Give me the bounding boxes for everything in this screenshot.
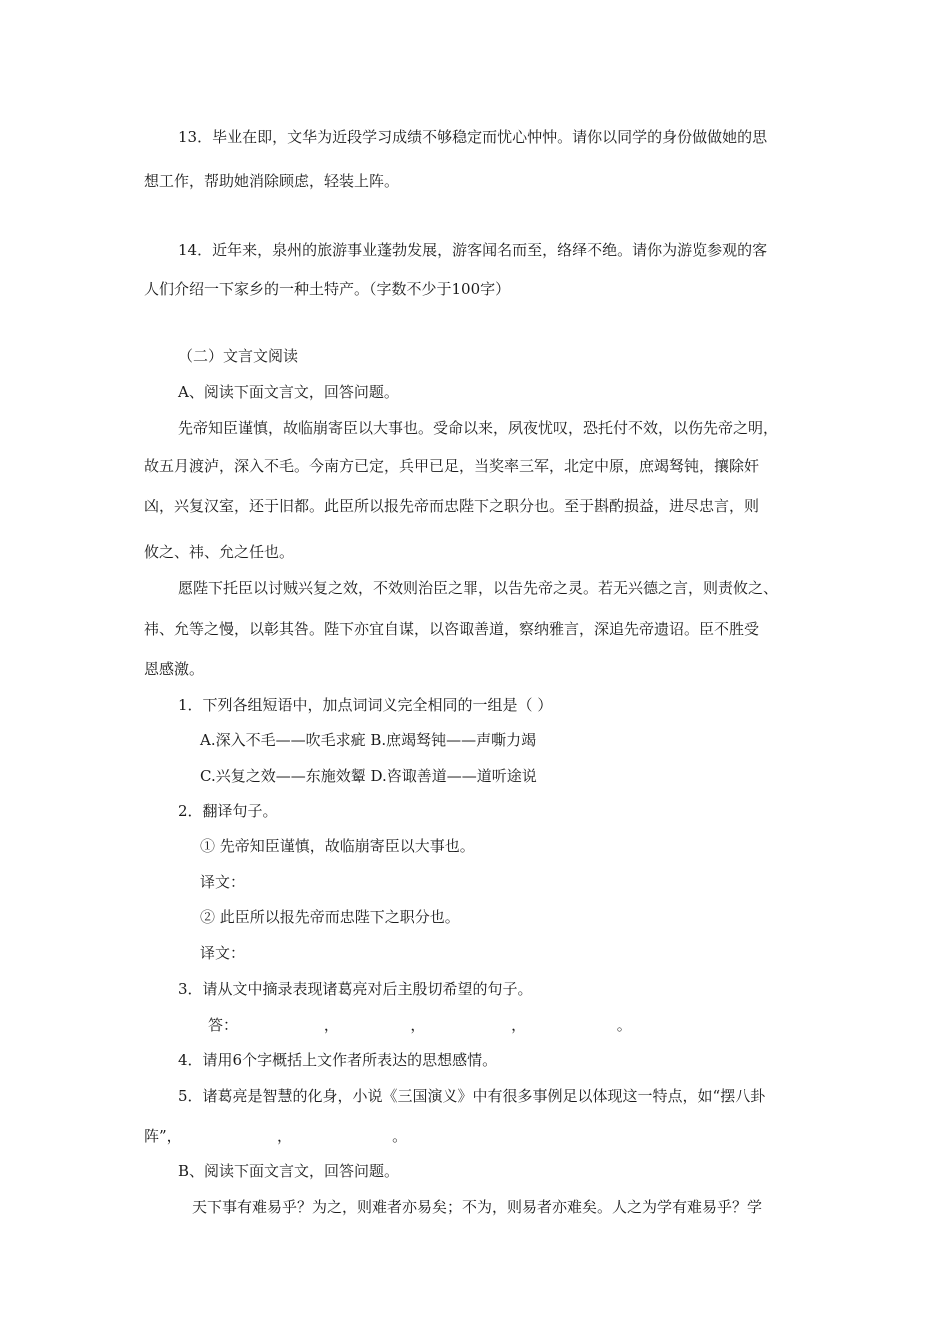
question-3: 3．请从文中摘录表现诸葛亮对后主殷切希望的句子。: [178, 980, 533, 998]
passage-line: 凶，兴复汉室，还于旧都。此臣所以报先帝而忠陛下之职分也。至于斟酌损益，进尽忠言，则: [144, 497, 760, 515]
q14-line-1: 14．近年来，泉州的旅游事业蓬勃发展，游客闻名而至，络绎不绝。请你为游览参观的客: [178, 241, 768, 259]
question-3-answer: 答： ， ， ， 。: [208, 1016, 632, 1034]
question-1-options-cd: C.兴复之效——东施效颦 D.咨诹善道——道听途说: [200, 767, 537, 785]
part-b-heading: B、阅读下面文言文，回答问题。: [178, 1162, 400, 1180]
passage-line: 愿陛下托臣以讨贼兴复之效，不效则治臣之罪，以告先帝之灵。若无兴德之言，则责攸之、: [178, 579, 779, 597]
passage-line: 先帝知臣谨慎，故临崩寄臣以大事也。受命以来，夙夜忧叹，恐托付不效，以伤先帝之明，: [178, 419, 779, 437]
question-1: 1．下列各组短语中，加点词词义完全相同的一组是（ ）: [178, 696, 553, 714]
translation-label-1: 译文：: [200, 873, 246, 891]
q13-line-1: 13．毕业在即，文华为近段学习成绩不够稳定而忧心忡忡。请你以同学的身份做做她的思: [178, 128, 768, 146]
question-5-line-1: 5．诸葛亮是智慧的化身，小说《三国演义》中有很多事例足以体现这一特点，如“摆八卦: [178, 1087, 766, 1105]
part-a-heading: A、阅读下面文言文，回答问题。: [178, 383, 399, 401]
q13-line-2: 想工作，帮助她消除顾虑，轻装上阵。: [144, 172, 400, 190]
section-title: （二）文言文阅读: [178, 347, 299, 365]
passage-line: 恩感激。: [144, 660, 205, 678]
translation-label-2: 译文：: [200, 944, 246, 962]
question-4: 4．请用6个字概括上文作者所表达的思想感情。: [178, 1051, 498, 1069]
passage-line: 攸之、祎、允之任也。: [144, 543, 295, 561]
question-2-sentence-2: ② 此臣所以报先帝而忠陛下之职分也。: [200, 908, 460, 926]
question-2: 2．翻译句子。: [178, 802, 278, 820]
q14-line-2: 人们介绍一下家乡的一种土特产。（字数不少于100字）: [144, 280, 511, 298]
question-1-options-ab: A.深入不毛——吹毛求疵 B.庶竭驽钝——声嘶力竭: [200, 731, 537, 749]
passage-line: 故五月渡泸，深入不毛。今南方已定，兵甲已足，当奖率三军，北定中原，庶竭驽钝，攘除奸: [144, 457, 760, 475]
part-b-passage-line: 天下事有难易乎？为之，则难者亦易矣；不为，则易者亦难矣。人之为学有难易乎？学: [192, 1198, 763, 1216]
passage-line: 祎、允等之慢，以彰其咎。陛下亦宜自谋，以咨诹善道，察纳雅言，深追先帝遗诏。臣不胜受: [144, 620, 760, 638]
question-5-line-2: 阵”， ， 。: [144, 1127, 408, 1145]
question-2-sentence-1: ① 先帝知臣谨慎，故临崩寄臣以大事也。: [200, 837, 475, 855]
